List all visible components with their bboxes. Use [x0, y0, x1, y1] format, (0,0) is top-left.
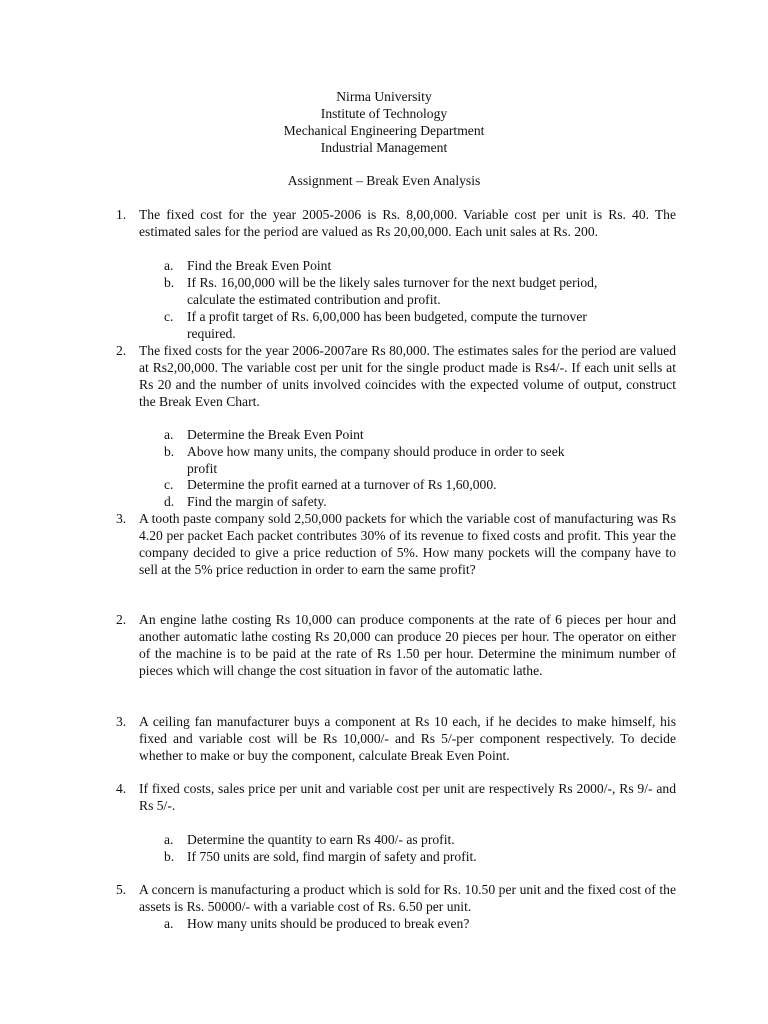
question-text: If fixed costs, sales price per unit and variable cost per unit are respectively Rs 2000/-, Rs 9/- and Rs 5/-.	[139, 781, 676, 813]
question-number: 2.	[116, 343, 127, 358]
question-number: 3.	[116, 714, 127, 729]
question-1-sub-c	[164, 308, 624, 342]
sub-text: Find the Break Even Point	[187, 258, 332, 273]
sub-letter: b.	[164, 275, 175, 290]
question-lathe	[116, 611, 676, 679]
question-ceiling-fan	[116, 713, 676, 764]
question-number: 5.	[116, 882, 127, 897]
sub-text: How many units should be produced to break even?	[187, 916, 470, 931]
sub-text: If 750 units are sold, find margin of safety and profit.	[187, 849, 477, 864]
question-2-sub-d	[164, 493, 624, 510]
question-1	[116, 206, 676, 240]
sub-letter: c.	[164, 477, 174, 492]
sub-text: Determine the quantity to earn Rs 400/- as profit.	[187, 832, 455, 847]
course-name: Industrial Management	[320, 140, 448, 155]
question-number: 3.	[116, 511, 127, 526]
question-3	[116, 510, 676, 578]
sub-text: Determine the profit earned at a turnover of Rs 1,60,000.	[187, 477, 497, 492]
question-4	[116, 780, 676, 814]
question-number: 1.	[116, 207, 127, 222]
question-5	[116, 881, 676, 915]
question-text: A tooth paste company sold 2,50,000 packets for which the variable cost of manufacturing was Rs 4.20 per packet Each packet contributes 30% of its revenue to fixed costs and profit. This year the company decided to give a price reduction of 5%. How many pockets will the company have to sell at the 5% price reduction in order to earn the same profit?	[139, 511, 676, 577]
question-number: 2.	[116, 612, 127, 627]
question-text: An engine lathe costing Rs 10,000 can produce components at the rate of 6 pieces per hour and another automatic lathe costing Rs 20,000 can produce 20 pieces per hour. The operator on either of the machine is to be paid at the rate of Rs 1.50 per hour. Determine the minimum number of pieces which will change the cost situation in favor of the automatic lathe.	[139, 612, 676, 678]
question-4-sub-a	[164, 831, 624, 848]
question-2-sub-a	[164, 426, 624, 443]
department-name: Mechanical Engineering Department	[283, 123, 485, 138]
sub-text: Find the margin of safety.	[187, 494, 327, 509]
sub-text: Above how many units, the company should produce in order to seek profit	[187, 444, 565, 476]
sub-letter: a.	[164, 427, 174, 442]
sub-text: If a profit target of Rs. 6,00,000 has been budgeted, compute the turnover required.	[187, 309, 587, 341]
sub-letter: b.	[164, 444, 175, 459]
sub-letter: a.	[164, 258, 174, 273]
question-5-sub-a	[164, 915, 624, 932]
sub-text: If Rs. 16,00,000 will be the likely sales turnover for the next budget period, calculate the estimated contribution and profit.	[187, 275, 598, 307]
sub-letter: d.	[164, 494, 175, 509]
sub-letter: a.	[164, 916, 174, 931]
university-name: Nirma University	[336, 89, 432, 104]
sub-letter: b.	[164, 849, 175, 864]
question-number: 4.	[116, 781, 127, 796]
question-2-sub-c	[164, 476, 624, 493]
question-text: A concern is manufacturing a product which is sold for Rs. 10.50 per unit and the fixed cost of the assets is Rs. 50000/- with a variable cost of Rs. 6.50 per unit.	[139, 882, 676, 914]
assignment-title: Assignment – Break Even Analysis	[287, 173, 481, 188]
question-1-sub-a	[164, 257, 624, 274]
question-text: The fixed costs for the year 2006-2007are Rs 80,000. The estimates sales for the period are valued at Rs2,00,000. The variable cost per unit for the single product made is Rs4/-. If each unit sells at Rs 20 and the number of units involved coincides with the expected volume of output, construct the Break Even Chart.	[139, 343, 676, 409]
question-text: A ceiling fan manufacturer buys a component at Rs 10 each, if he decides to make himself, his fixed and variable cost will be Rs 10,000/- and Rs 5/-per component respectively. To decide whether to make or buy the component, calculate Break Even Point.	[139, 714, 676, 763]
sub-letter: a.	[164, 832, 174, 847]
question-1-sub-b	[164, 274, 624, 308]
document-header	[0, 88, 768, 156]
sub-text: Determine the Break Even Point	[187, 427, 364, 442]
sub-letter: c.	[164, 309, 174, 324]
question-text: The fixed cost for the year 2005-2006 is Rs. 8,00,000. Variable cost per unit is Rs. 40. The estimated sales for the period are valued as Rs 20,00,000. Each unit sales at Rs. 200.	[139, 207, 676, 239]
question-2	[116, 342, 676, 410]
question-4-sub-b	[164, 848, 624, 865]
question-2-sub-b	[164, 443, 624, 477]
institute-name: Institute of Technology	[320, 106, 448, 121]
